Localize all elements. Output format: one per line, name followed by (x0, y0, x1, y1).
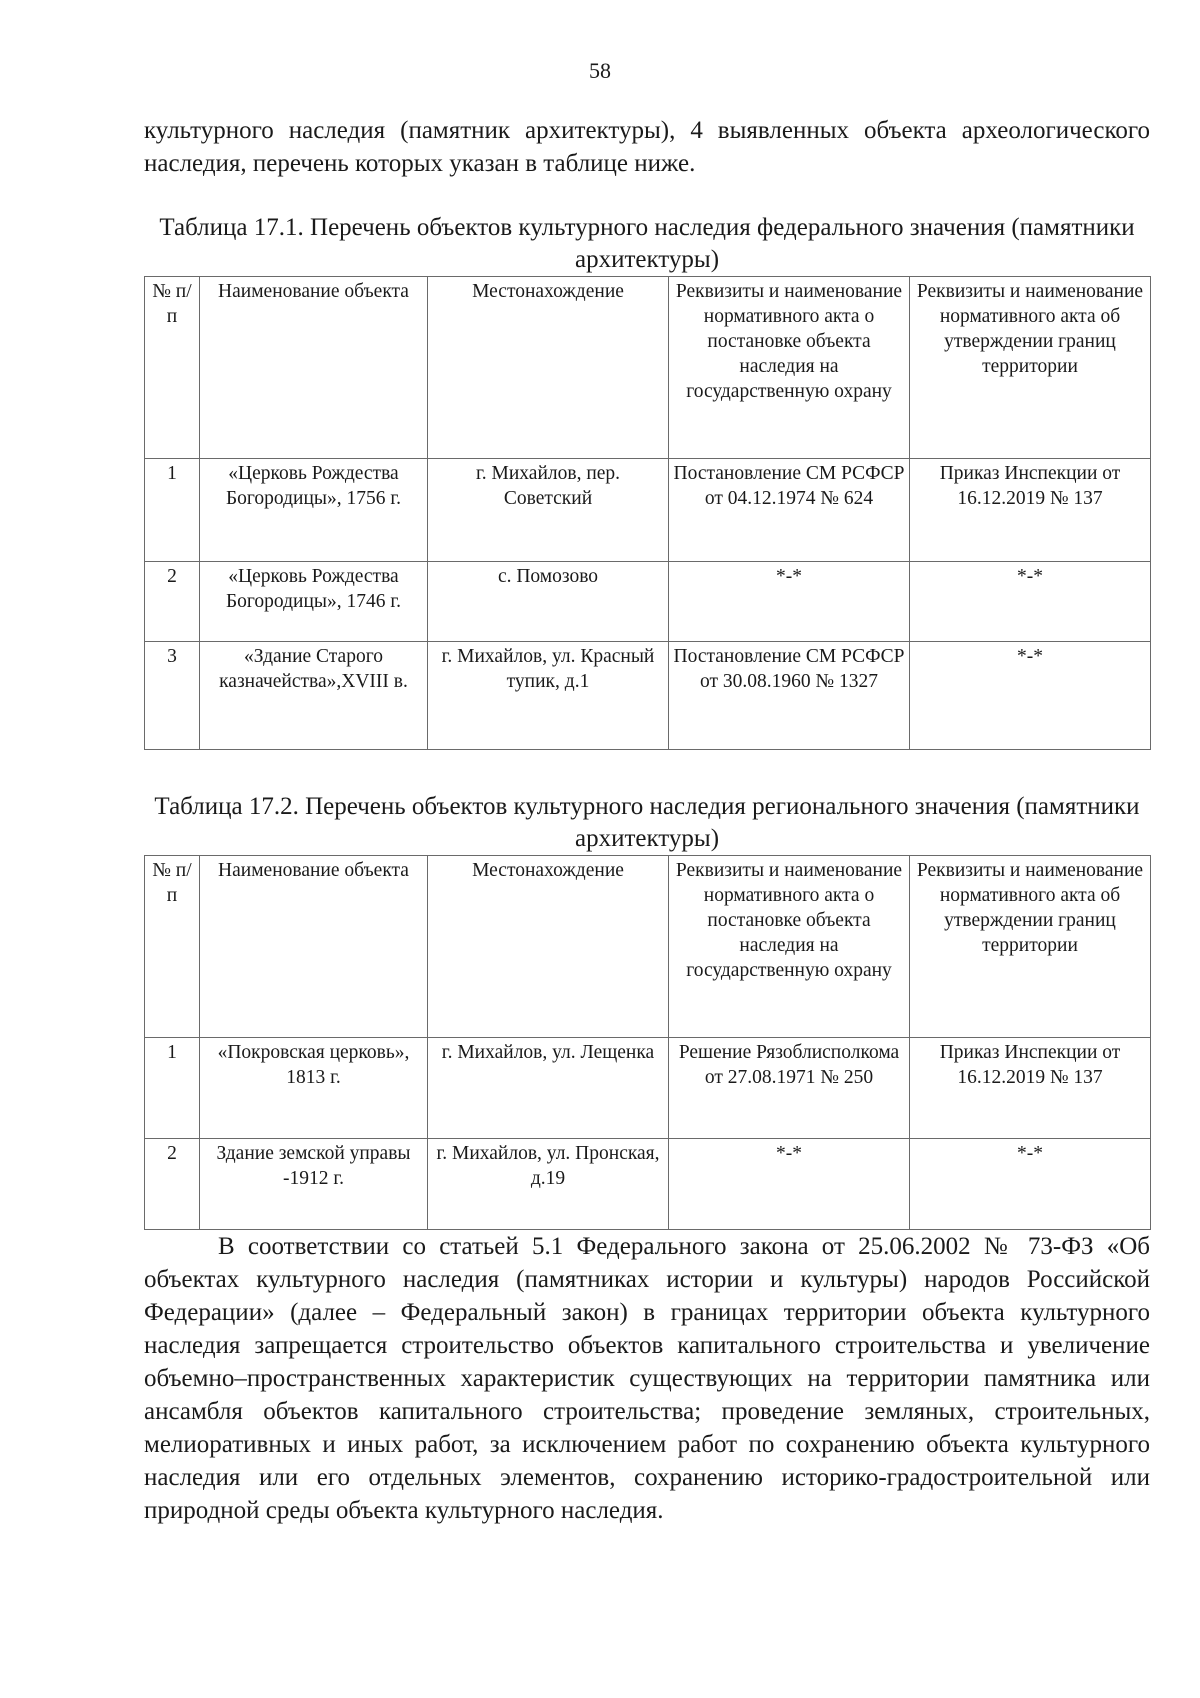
header-territory-act: Реквизиты и наименование нормативного акта об утверждении границ территории (910, 277, 1151, 459)
cell-number: 2 (145, 562, 200, 642)
header-location: Местонахождение (428, 856, 669, 1038)
cell-object-name: «Здание Старого казначейства»,XVIII в. (200, 642, 428, 750)
page-number: 58 (589, 58, 611, 83)
intro-paragraph: культурного наследия (памятник архитектуры), 4 выявленных объекта археологического наследия, перечень которых указан в таблице ниже. (144, 117, 1150, 177)
cell-territory-act: Приказ Инспекции от 16.12.2019 № 137 (910, 1038, 1151, 1139)
cell-number: 2 (145, 1139, 200, 1230)
cell-territory-act: Приказ Инспекции от 16.12.2019 № 137 (910, 459, 1151, 562)
cell-protection-act: Постановление СМ РСФСР от 30.08.1960 № 1327 (669, 642, 910, 750)
cell-number: 3 (145, 642, 200, 750)
header-number: № п/п (145, 856, 200, 1038)
table1-caption: Таблица 17.1. Перечень объектов культурного наследия федерального значения (памятники архитектуры) (159, 214, 1135, 273)
cell-protection-act: *-* (669, 562, 910, 642)
cell-territory-act: *-* (910, 1139, 1151, 1230)
table-row (145, 459, 1151, 562)
table-row (145, 1139, 1151, 1230)
cell-object-name: «Церковь Рождества Богородицы», 1756 г. (200, 459, 428, 562)
table-header-row (145, 856, 1151, 1038)
cell-number: 1 (145, 459, 200, 562)
cell-territory-act: *-* (910, 562, 1151, 642)
cell-number: 1 (145, 1038, 200, 1139)
cell-territory-act: *-* (910, 642, 1151, 750)
cell-location: г. Михайлов, ул. Красный тупик, д.1 (428, 642, 669, 750)
cell-object-name: Здание земской управы -1912 г. (200, 1139, 428, 1230)
header-location: Местонахождение (428, 277, 669, 459)
table-header-row (145, 277, 1151, 459)
cell-location: с. Помозово (428, 562, 669, 642)
table-row (145, 562, 1151, 642)
header-object-name: Наименование объекта (200, 277, 428, 459)
table-row (145, 1038, 1151, 1139)
cell-location: г. Михайлов, пер. Советский (428, 459, 669, 562)
cell-protection-act: Решение Рязоблисполкома от 27.08.1971 № 250 (669, 1038, 910, 1139)
table2-caption: Таблица 17.2. Перечень объектов культурного наследия регионального значения (памятники архитектуры) (154, 793, 1140, 852)
cell-object-name: «Покровская церковь», 1813 г. (200, 1038, 428, 1139)
closing-paragraph: В соответствии со статьей 5.1 Федерального закона от 25.06.2002 № 73-ФЗ «Об объектах культурного наследия (памятниках истории и культуры) народов Российской Федерации» (далее – Федеральный закон) в границах территории объекта культурного наследия запрещается строительство объектов капитального строительства и увеличение объемно–пространственных характеристик существующих на территории памятника или ансамбля объектов капитального строительства; проведение земляных, строительных, мелиоративных и иных работ, за исключением работ по сохранению объекта культурного наследия или его отдельных элементов, сохранению историко-градостроительной или природной среды объекта культурного наследия. (144, 1233, 1150, 1524)
header-number: № п/п (145, 277, 200, 459)
cell-protection-act: Постановление СМ РСФСР от 04.12.1974 № 624 (669, 459, 910, 562)
header-protection-act: Реквизиты и наименование нормативного акта о постановке объекта наследия на государственную охрану (669, 856, 910, 1038)
header-territory-act: Реквизиты и наименование нормативного акта об утверждении границ территории (910, 856, 1151, 1038)
header-object-name: Наименование объекта (200, 856, 428, 1038)
cell-location: г. Михайлов, ул. Лещенка (428, 1038, 669, 1139)
table2-regional-heritage (144, 855, 1151, 1230)
header-protection-act: Реквизиты и наименование нормативного акта о постановке объекта наследия на государственную охрану (669, 277, 910, 459)
table-row (145, 642, 1151, 750)
cell-object-name: «Церковь Рождества Богородицы», 1746 г. (200, 562, 428, 642)
cell-protection-act: *-* (669, 1139, 910, 1230)
table1-federal-heritage (144, 276, 1151, 750)
cell-location: г. Михайлов, ул. Пронская, д.19 (428, 1139, 669, 1230)
